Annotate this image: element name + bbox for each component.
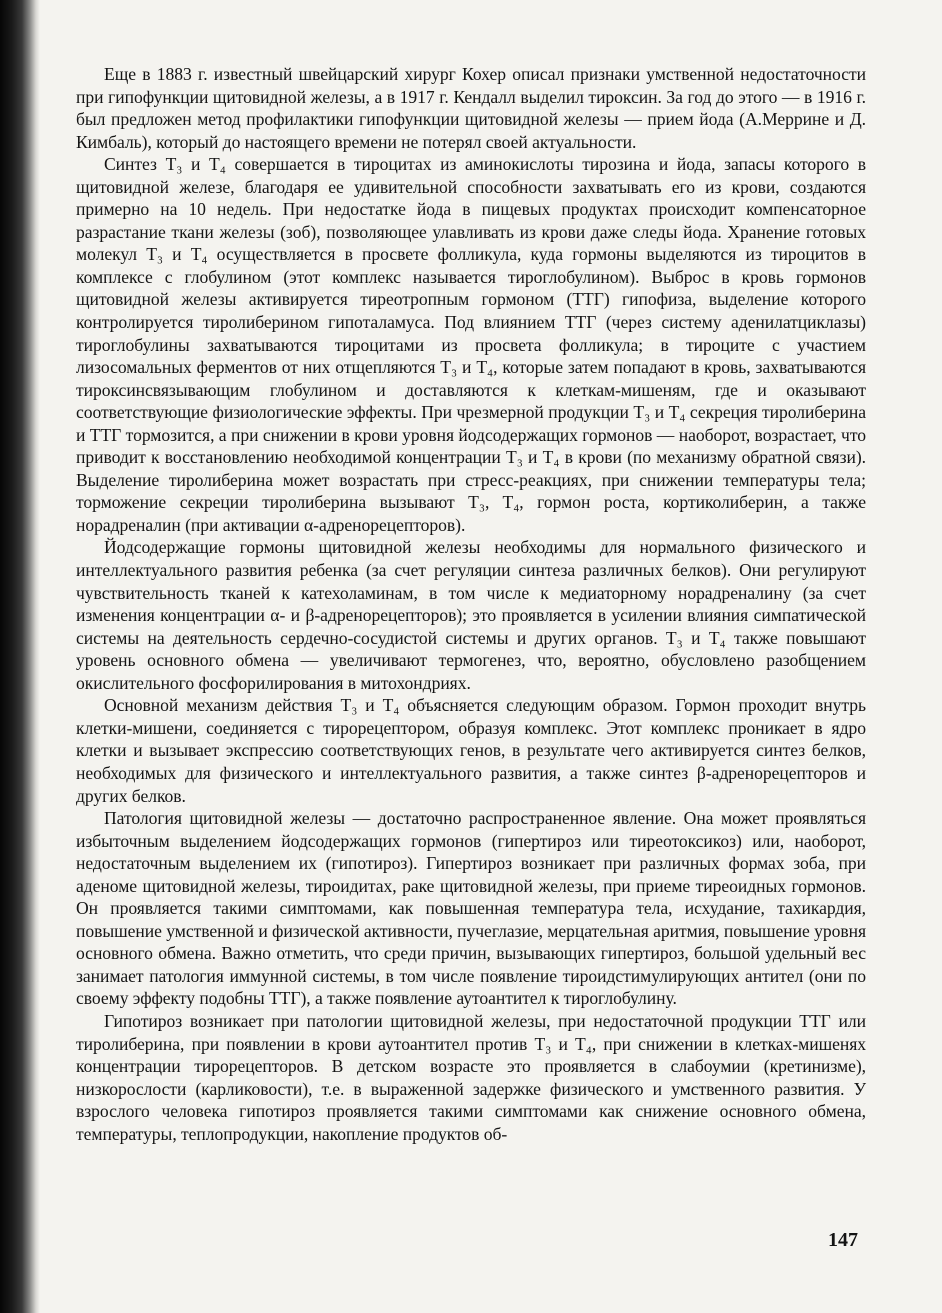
paragraph-hormone-synthesis: Синтез T₃ и T₄ совершается в тироцитах из аминокислоты тирозина и йода, запасы которого в щитовидной железе, благодаря ее удивительной способности захватывать его из крови, создаются примерно на 10 недель. При недостатке йода в пищевых продуктах происходит компенсаторное разрастание ткани железы (зоб), позволяющее улавливать из крови даже следы йода. Хранение готовых молекул T₃ и T₄ осуществляется в просвете фолликула, куда гормоны выделяются из тироцитов в комплексе с глобулином (этот комплекс называется тироглобулином). Выброс в кровь гормонов щитовидной железы активируется тиреотропным гормоном (ТТГ) гипофиза, выделение которого контролируется тиролиберином гипоталамуса. Под влиянием ТТГ (через систему аденилатциклазы) тироглобулины захватываются тироцитами из просвета фолликула; в тироците с участием лизосомальных ферментов от них отщепляются T₃ и T₄, которые затем попадают в кровь, захватываются тироксинсвязывающим глобулином и доставляются к клеткам-мишеням, где и оказывают соответствующие физиологические эффекты. При чрезмерной продукции T₃ и T₄ секреция тиролиберина и ТТГ тормозится, а при снижении в крови уровня йодсодержащих гормонов — наоборот, возрастает, что приводит к восстановлению необходимой концентрации T₃ и T₄ в крови (по механизму обратной связи). Выделение тиролиберина может возрастать при стресс-реакциях, при снижении температуры тела; торможение секреции тиролиберина вызывают T₃, T₄, гормон роста, кортиколиберин, а также норадреналин (при активации α-адренорецепторов). (76, 154, 866, 535)
text-column (76, 63, 866, 1145)
paragraph-development-role: Йодсодержащие гормоны щитовидной железы необходимы для нормального физического и интеллектуального развития ребенка (за счет регуляции синтеза различных белков). Они регулируют чувствительность тканей к катехоламинам, в том числе к медиаторному норадреналину (за счет изменения концентрации α- и β-адренорецепторов); это проявляется в усилении влияния симпатической системы на деятельность сердечно-сосудистой системы и других органов. T₃ и T₄ также повышают уровень основного обмена — увеличивают термогенез, что, вероятно, обусловлено разобщением окислительного фосфорилирования в митохондриях. (76, 537, 866, 693)
paragraph-hyperthyroidism: Патология щитовидной железы — достаточно распространенное явление. Она может проявляться избыточным выделением йодсодержащих гормонов (гипертироз или тиреотоксикоз) или, наоборот, недостаточным выделением их (гипотироз). Гипертироз возникает при различных формах зоба, при аденоме щитовидной железы, тироидитах, раке щитовидной железы, при приеме тиреоидных гормонов. Он проявляется такими симптомами, как повышенная температура тела, исхудание, тахикардия, повышение умственной и физической активности, пучеглазие, мерцательная аритмия, повышение уровня основного обмена. Важно отметить, что среди причин, вызывающих гипертироз, большой удельный вес занимает патология иммунной системы, в том числе появление тироидстимулирующих антител (они по своему эффекту подобны ТТГ), а также появление аутоантител к тироглобулину. (76, 808, 867, 1009)
page-number: 147 (828, 1229, 858, 1251)
paragraph-kocher-history: Еще в 1883 г. известный швейцарский хирург Кохер описал признаки умственной недостаточности при гипофункции щитовидной железы, а в 1917 г. Кендалл выделил тироксин. За год до этого — в 1916 г. был предложен метод профилактики гипофункции щитовидной железы — прием йода (А.Меррине и Д. Кимбаль), который до настоящего времени не потерял своей актуальности. (76, 64, 866, 152)
paragraph-mechanism-of-action: Основной механизм действия T₃ и T₄ объясняется следующим образом. Гормон проходит внутрь клетки-мишени, соединяется с тирорецептором, образуя комплекс. Этот комплекс проникает в ядро клетки и вызывает экспрессию соответствующих генов, в результате чего активируется синтез белков, необходимых для физического и интеллектуального развития, а также синтез β-адренорецепторов и других белков. (76, 695, 866, 806)
book-binding-shadow (0, 0, 40, 1313)
paragraph-hypothyroidism: Гипотироз возникает при патологии щитовидной железы, при недостаточной продукции ТТГ или тиролиберина, при появлении в крови аутоантител против T₃ и T₄, при снижении в клетках-мишенях концентрации тирорецепторов. В детском возрасте это проявляется в слабоумии (кретинизме), низкорослости (карликовости), т.е. в выраженной задержке физического и умственного развития. У взрослого человека гипотироз проявляется такими симптомами как снижение основного обмена, температуры, теплопродукции, накопление продуктов об- (76, 1010, 866, 1144)
